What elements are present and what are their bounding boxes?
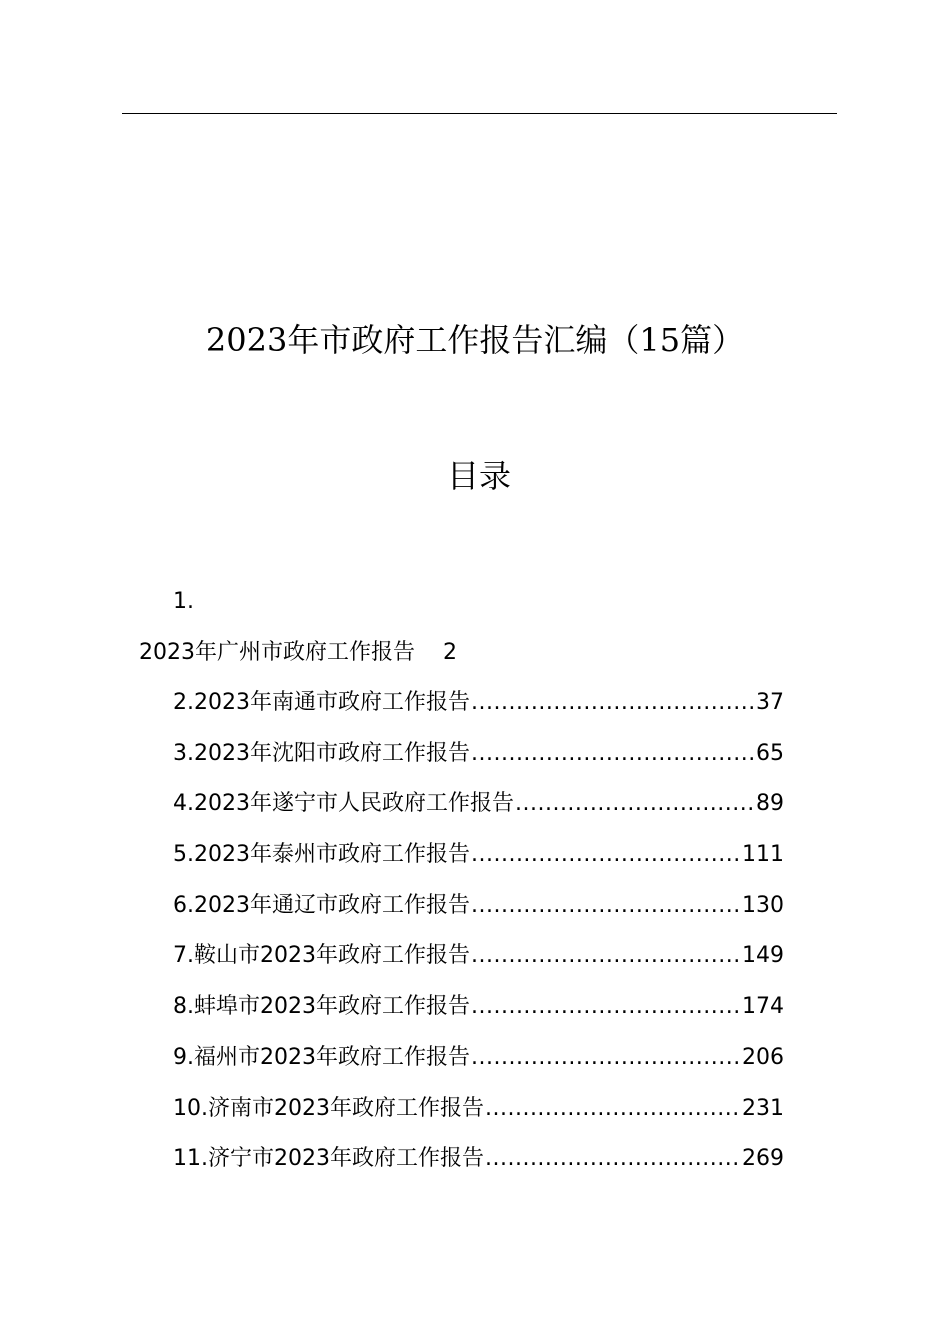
toc-entry[interactable] [173, 788, 784, 839]
toc-entry-title: 3.2023年沈阳市政府工作报告 [173, 740, 470, 766]
toc-entry-1[interactable] [139, 637, 457, 669]
dot-leader [471, 839, 741, 871]
toc-entry[interactable] [173, 1042, 784, 1093]
dot-leader [471, 940, 741, 972]
toc-entry-page: 130 [742, 892, 784, 918]
document-title [0, 318, 950, 362]
title-end: 篇） [680, 321, 745, 359]
dot-leader [485, 1143, 741, 1175]
toc-entry[interactable] [173, 839, 784, 890]
toc-entry-title: 9.福州市2023年政府工作报告 [173, 1044, 470, 1070]
toc-entry-title: 2.2023年南通市政府工作报告 [173, 690, 470, 715]
header-rule [122, 113, 837, 114]
toc-entry-title: 6.2023年通辽市政府工作报告 [173, 892, 470, 918]
toc-entry-title: 8.蚌埠市2023年政府工作报告 [173, 994, 470, 1020]
toc-list [173, 687, 784, 1194]
toc-heading: 目录 [446, 457, 511, 495]
toc-entry-page: 231 [742, 1095, 784, 1121]
toc-entry-page: 206 [742, 1044, 784, 1070]
toc-entry-title: 7.鞍山市2023年政府工作报告 [173, 943, 470, 969]
toc-entry[interactable] [173, 991, 784, 1042]
toc-entry[interactable] [173, 1093, 784, 1144]
toc-entry-title: 4.2023年遂宁市人民政府工作报告 [173, 791, 514, 817]
toc-entry-page: 37 [756, 690, 784, 715]
title-middle: 年市政府工作报告汇编（ [287, 321, 640, 359]
toc-entry-title: 2023年广州市政府工作报告 [139, 640, 415, 665]
toc-entry-title: 11.济宁市2023年政府工作报告 [173, 1146, 484, 1172]
toc-entry[interactable] [173, 738, 784, 789]
toc-entry-title: 5.2023年泰州市政府工作报告 [173, 842, 470, 868]
dot-leader [471, 738, 755, 770]
toc-entry[interactable] [173, 940, 784, 991]
toc-entry-page: 2 [443, 640, 457, 665]
toc-entry[interactable] [173, 1143, 784, 1194]
toc-entry[interactable] [173, 890, 784, 941]
dot-leader [515, 788, 755, 820]
toc-entry[interactable] [173, 687, 784, 738]
toc-entry-page: 149 [742, 943, 784, 969]
toc-entry-page: 174 [742, 994, 784, 1020]
dot-leader [471, 1042, 741, 1074]
toc-entry-1-number[interactable]: 1. [173, 589, 194, 614]
toc-entry-page: 111 [742, 842, 784, 868]
dot-leader [471, 991, 741, 1023]
dot-leader [471, 890, 741, 922]
toc-entry-page: 89 [756, 791, 784, 817]
dot-leader [471, 687, 755, 719]
toc-entry-title: 10.济南市2023年政府工作报告 [173, 1095, 484, 1121]
title-count: 15 [639, 321, 681, 359]
toc-entry-page: 65 [756, 740, 784, 766]
dot-leader [485, 1093, 741, 1125]
title-year: 2023 [205, 321, 288, 359]
toc-entry-page: 269 [742, 1146, 784, 1172]
